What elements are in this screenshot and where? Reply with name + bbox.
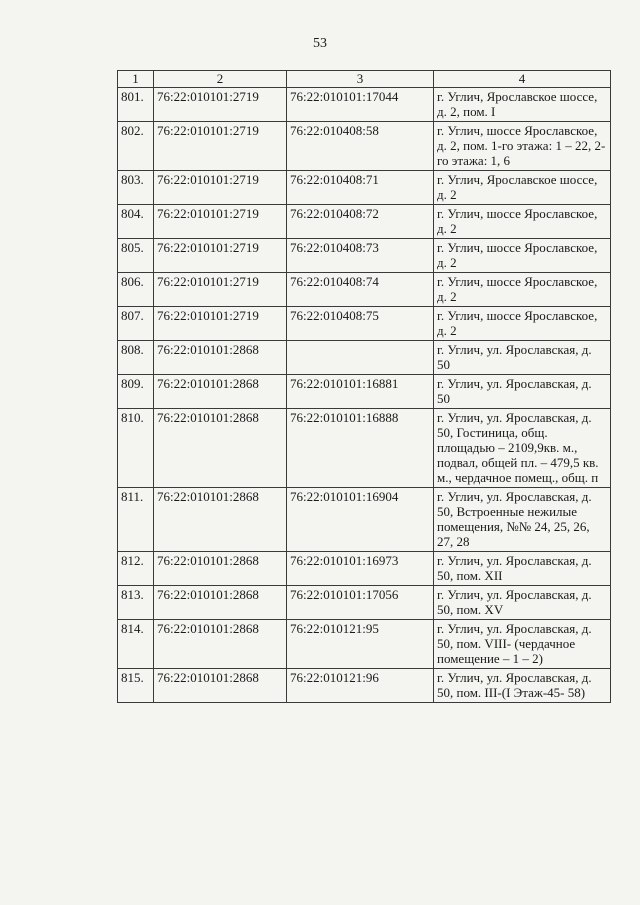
parcel-cadastral-number: 76:22:010101:2719 <box>154 273 287 307</box>
object-cadastral-number: 76:22:010101:17044 <box>287 88 434 122</box>
object-cadastral-number: 76:22:010121:96 <box>287 669 434 703</box>
address-cell: г. Углич, ул. Ярославская, д. 50, Гостиница, общ. площадью – 2109,9кв. м., подвал, общей пл. – 479,5 кв. м., чердачное помещ., общ. п <box>434 409 611 488</box>
page-number: 53 <box>313 36 327 51</box>
object-cadastral-number: 76:22:010408:72 <box>287 205 434 239</box>
object-cadastral-number: 76:22:010101:16881 <box>287 375 434 409</box>
table-row <box>118 307 611 341</box>
address-cell: г. Углич, шоссе Ярославское, д. 2, пом. 1-го этажа: 1 – 22, 2-го этажа: 1, 6 <box>434 122 611 171</box>
object-cadastral-number: 76:22:010408:73 <box>287 239 434 273</box>
address-cell: г. Углич, ул. Ярославская, д. 50 <box>434 375 611 409</box>
address-cell: г. Углич, шоссе Ярославское, д. 2 <box>434 205 611 239</box>
object-cadastral-number <box>287 341 434 375</box>
property-table <box>117 70 611 703</box>
address-cell: г. Углич, шоссе Ярославское, д. 2 <box>434 239 611 273</box>
object-cadastral-number: 76:22:010408:71 <box>287 171 434 205</box>
row-number: 811. <box>118 488 154 552</box>
row-number: 809. <box>118 375 154 409</box>
address-cell: г. Углич, ул. Ярославская, д. 50, пом. XV <box>434 586 611 620</box>
object-cadastral-number: 76:22:010408:74 <box>287 273 434 307</box>
object-cadastral-number: 76:22:010101:16888 <box>287 409 434 488</box>
row-number: 812. <box>118 552 154 586</box>
table-row <box>118 669 611 703</box>
table-header-row <box>118 71 611 88</box>
row-number: 810. <box>118 409 154 488</box>
row-number: 803. <box>118 171 154 205</box>
row-number: 806. <box>118 273 154 307</box>
parcel-cadastral-number: 76:22:010101:2719 <box>154 88 287 122</box>
address-cell: г. Углич, ул. Ярославская, д. 50 <box>434 341 611 375</box>
row-number: 804. <box>118 205 154 239</box>
table-row <box>118 205 611 239</box>
object-cadastral-number: 76:22:010121:95 <box>287 620 434 669</box>
table-row <box>118 409 611 488</box>
row-number: 801. <box>118 88 154 122</box>
parcel-cadastral-number: 76:22:010101:2719 <box>154 122 287 171</box>
column-header-parcel: 2 <box>154 71 287 88</box>
parcel-cadastral-number: 76:22:010101:2868 <box>154 620 287 669</box>
table-row <box>118 122 611 171</box>
parcel-cadastral-number: 76:22:010101:2868 <box>154 552 287 586</box>
object-cadastral-number: 76:22:010408:75 <box>287 307 434 341</box>
row-number: 807. <box>118 307 154 341</box>
address-cell: г. Углич, ул. Ярославская, д. 50, пом. XII <box>434 552 611 586</box>
parcel-cadastral-number: 76:22:010101:2719 <box>154 171 287 205</box>
table-row <box>118 586 611 620</box>
column-header-object: 3 <box>287 71 434 88</box>
parcel-cadastral-number: 76:22:010101:2868 <box>154 375 287 409</box>
address-cell: г. Углич, ул. Ярославская, д. 50, пом. VIII- (чердачное помещение – 1 – 2) <box>434 620 611 669</box>
parcel-cadastral-number: 76:22:010101:2868 <box>154 488 287 552</box>
object-cadastral-number: 76:22:010101:17056 <box>287 586 434 620</box>
address-cell: г. Углич, шоссе Ярославское, д. 2 <box>434 273 611 307</box>
address-cell: г. Углич, ул. Ярославская, д. 50, Встроенные нежилые помещения, №№ 24, 25, 26, 27, 28 <box>434 488 611 552</box>
parcel-cadastral-number: 76:22:010101:2719 <box>154 239 287 273</box>
table-row <box>118 620 611 669</box>
address-cell: г. Углич, шоссе Ярославское, д. 2 <box>434 307 611 341</box>
table-row <box>118 171 611 205</box>
table-row <box>118 88 611 122</box>
table-row <box>118 552 611 586</box>
row-number: 805. <box>118 239 154 273</box>
table-row <box>118 341 611 375</box>
object-cadastral-number: 76:22:010101:16904 <box>287 488 434 552</box>
parcel-cadastral-number: 76:22:010101:2868 <box>154 669 287 703</box>
row-number: 814. <box>118 620 154 669</box>
parcel-cadastral-number: 76:22:010101:2719 <box>154 307 287 341</box>
row-number: 813. <box>118 586 154 620</box>
table-row <box>118 375 611 409</box>
table-row <box>118 239 611 273</box>
table-row <box>118 488 611 552</box>
address-cell: г. Углич, Ярославское шоссе, д. 2, пом. I <box>434 88 611 122</box>
column-header-address: 4 <box>434 71 611 88</box>
address-cell: г. Углич, ул. Ярославская, д. 50, пом. III-(I Этаж-45- 58) <box>434 669 611 703</box>
row-number: 808. <box>118 341 154 375</box>
address-cell: г. Углич, Ярославское шоссе, д. 2 <box>434 171 611 205</box>
object-cadastral-number: 76:22:010408:58 <box>287 122 434 171</box>
row-number: 802. <box>118 122 154 171</box>
object-cadastral-number: 76:22:010101:16973 <box>287 552 434 586</box>
table-row <box>118 273 611 307</box>
parcel-cadastral-number: 76:22:010101:2868 <box>154 409 287 488</box>
parcel-cadastral-number: 76:22:010101:2868 <box>154 341 287 375</box>
parcel-cadastral-number: 76:22:010101:2719 <box>154 205 287 239</box>
parcel-cadastral-number: 76:22:010101:2868 <box>154 586 287 620</box>
column-header-number: 1 <box>118 71 154 88</box>
row-number: 815. <box>118 669 154 703</box>
